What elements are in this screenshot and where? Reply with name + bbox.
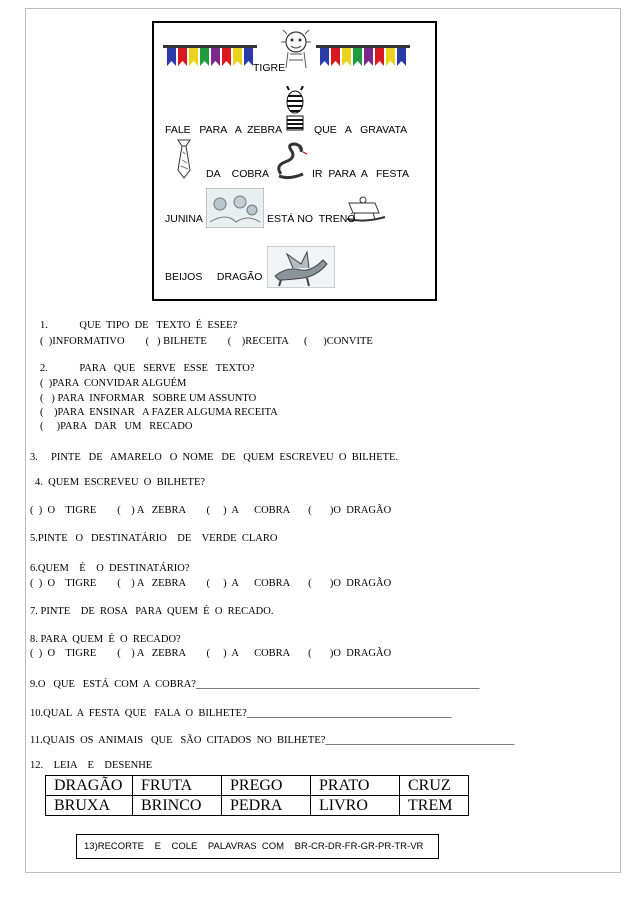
letter-line-da-cobra: DA COBRA xyxy=(206,168,270,180)
question-11: 11.QUAIS OS ANIMAIS QUE SÃO CITADOS NO BILHETE?____________________________________ xyxy=(30,735,515,746)
snake-drawing xyxy=(273,140,311,182)
question-12: 12. LEIA E DESENHE xyxy=(30,760,153,771)
table-cell: BRINCO xyxy=(133,796,222,816)
question-4: 4. QUEM ESCREVEU O BILHETE? xyxy=(35,477,206,488)
question-2-option-b: ( ) PARA INFORMAR SOBRE UM ASSUNTO xyxy=(40,393,257,404)
tie-drawing xyxy=(172,138,196,180)
letter-line-esta: ESTÁ NO TRENÓ xyxy=(267,213,356,225)
question-3: 3. PINTE DE AMARELO O NOME DE QUEM ESCREVEU O BILHETE. xyxy=(30,452,399,463)
letter-line-fale: FALE PARA A ZEBRA xyxy=(165,124,283,136)
table-cell: PREGO xyxy=(222,776,311,796)
bunting-right xyxy=(320,45,406,69)
bunting-left xyxy=(167,45,253,69)
question-13-box: 13)RECORTE E COLE PALAVRAS COM BR-CR-DR-FR-GR-PR-TR-VR xyxy=(76,834,439,859)
table-cell: TREM xyxy=(400,796,469,816)
festa-junina-picture xyxy=(206,188,264,228)
question-8-options: ( ) O TIGRE ( ) A ZEBRA ( ) A COBRA ( )O DRAGÃO xyxy=(30,648,392,659)
question-7: 7. PINTE DE ROSA PARA QUEM É O RECADO. xyxy=(30,606,274,617)
table-cell: PEDRA xyxy=(222,796,311,816)
question-10: 10.QUAL A FESTA QUE FALA O BILHETE?_______________________________________ xyxy=(30,708,452,719)
table-row xyxy=(46,796,469,816)
table-cell: FRUTA xyxy=(133,776,222,796)
question-6: 6.QUEM É O DESTINATÁRIO? xyxy=(30,563,190,574)
question-2-option-c: ( )PARA ENSINAR A FAZER ALGUMA RECEITA xyxy=(40,407,278,418)
table-cell: DRAGÃO xyxy=(46,776,133,796)
zebra-drawing xyxy=(279,86,311,132)
question-2-option-d: ( )PARA DAR UM RECADO xyxy=(40,421,193,432)
question-1-options: ( )INFORMATIVO ( ) BILHETE ( )RECEITA ( )CONVITE xyxy=(40,336,373,347)
table-cell: LIVRO xyxy=(311,796,400,816)
question-8: 8. PARA QUEM É O RECADO? xyxy=(30,634,181,645)
letter-line-ir-para: IR PARA A FESTA xyxy=(312,168,410,180)
question-9: 9.O QUE ESTÁ COM A COBRA?______________________________________________________ xyxy=(30,679,480,690)
table-cell: PRATO xyxy=(311,776,400,796)
letter-word-tigre: TIGRE xyxy=(253,62,286,74)
letter-line-beijos: BEIJOS DRAGÃO xyxy=(165,271,263,283)
letter-word-junina: JUNINA xyxy=(165,213,203,225)
words-table xyxy=(45,775,469,816)
table-row xyxy=(46,776,469,796)
question-2: 2. PARA QUE SERVE ESSE TEXTO? xyxy=(40,363,255,374)
question-5: 5.PINTE O DESTINATÁRIO DE VERDE CLARO xyxy=(30,533,278,544)
dragon-picture xyxy=(267,246,335,288)
question-1: 1. QUE TIPO DE TEXTO É ESEE? xyxy=(40,320,238,331)
letter-line-que: QUE A GRAVATA xyxy=(314,124,408,136)
table-cell: BRUXA xyxy=(46,796,133,816)
question-2-option-a: ( )PARA CONVIDAR ALGUÉM xyxy=(40,378,187,389)
question-6-options: ( ) O TIGRE ( ) A ZEBRA ( ) A COBRA ( )O DRAGÃO xyxy=(30,578,392,589)
question-4-options: ( ) O TIGRE ( ) A ZEBRA ( ) A COBRA ( )O DRAGÃO xyxy=(30,505,392,516)
table-cell: CRUZ xyxy=(400,776,469,796)
